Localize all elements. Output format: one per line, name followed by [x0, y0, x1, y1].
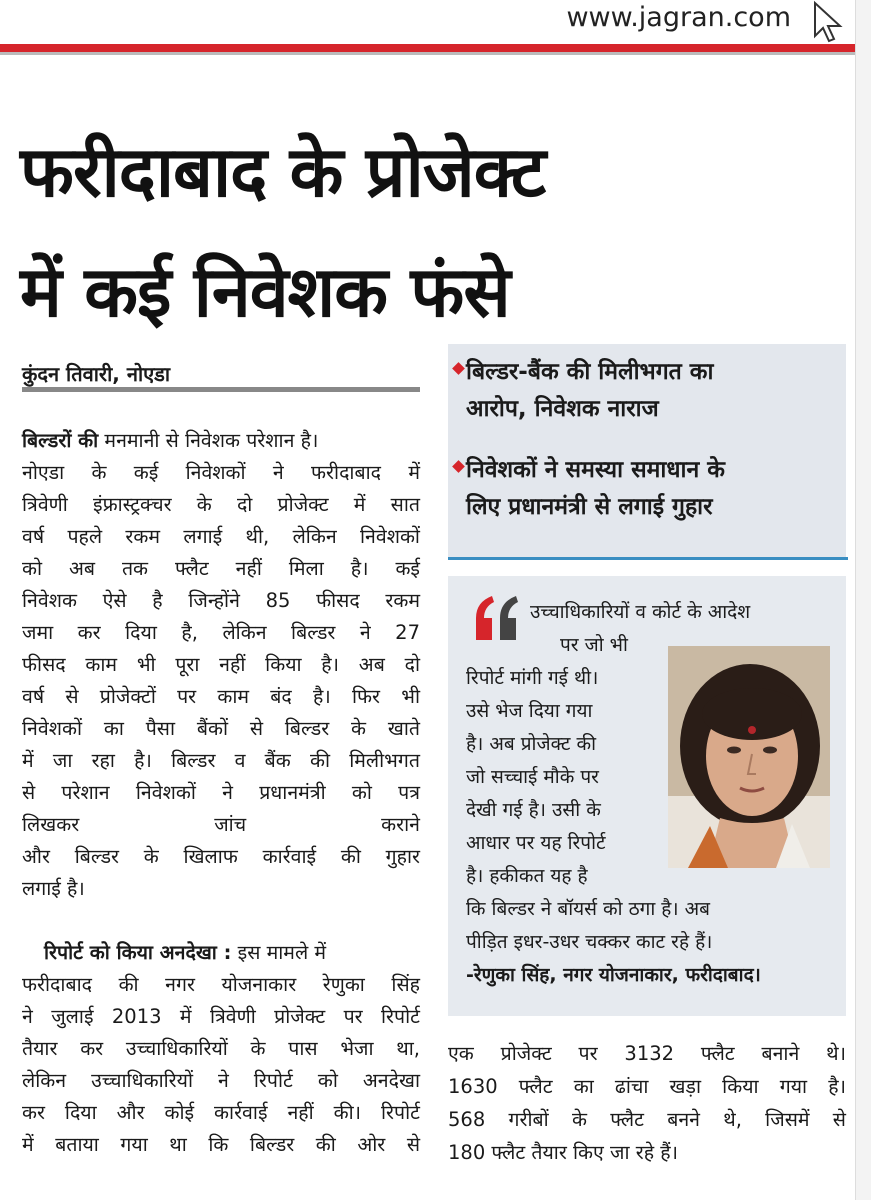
subhead: रिपोर्ट को किया अनदेखा : [44, 941, 232, 964]
article-line: त्रिवेणी इंफ्रास्ट्रक्चर के दो प्रोजेक्ट में सात [22, 493, 420, 516]
quote-mark-icon [470, 592, 526, 650]
article-line: में जा रहा है। बिल्डर व बैंक की मिलीभगत [22, 749, 420, 772]
article-line: मनमानी से निवेशक परेशान है। [98, 429, 319, 452]
headline-line-1: फरीदाबाद के प्रोजेक्ट [20, 131, 546, 213]
article-line: 1630 फ्लैट का ढांचा खड़ा किया गया है। [448, 1075, 846, 1098]
article-line: लिखकर जांच कराने [22, 813, 420, 836]
byline-rule [22, 387, 420, 392]
article-line: एक प्रोजेक्ट पर 3132 फ्लैट बनाने थे। [448, 1042, 846, 1065]
top-bar [0, 0, 871, 60]
article-line: जमा कर दिया है, लेकिन बिल्डर ने 27 [22, 621, 420, 644]
portrait-illustration [668, 646, 830, 868]
mouse-pointer-icon [812, 0, 846, 44]
page-edge [855, 0, 871, 1200]
highlight-item [466, 354, 836, 428]
highlight-line: लिए प्रधानमंत्री से लगाई गुहार [466, 494, 713, 520]
headline-line-2: में कई निवेशक फंसे [20, 251, 510, 333]
headline [20, 112, 840, 352]
article-line: से परेशान निवेशकों ने प्रधानमंत्री को पत्र [22, 781, 420, 804]
article-line: इस मामले में [231, 941, 327, 964]
quote-attribution: -रेणुका सिंह, नगर योजनाकार, फरीदाबाद। [466, 964, 761, 986]
highlight-item [466, 452, 836, 526]
article-line: ने जुलाई 2013 में त्रिवेणी प्रोजेक्ट पर रिपोर्ट [22, 1005, 420, 1028]
quote-line: उसे भेज दिया गया [466, 700, 593, 722]
quote-line: है। हकीकत यह है [466, 865, 588, 887]
byline: कुंदन तिवारी, नोएडा [22, 362, 171, 386]
header-red-rule [0, 44, 855, 52]
header-gray-rule [0, 52, 855, 55]
article-line: लगाई है। [22, 877, 85, 900]
quote-line: उच्चाधिकारियों व कोर्ट के आदेश [530, 601, 751, 623]
article-line: नोएडा के कई निवेशकों ने फरीदाबाद में [22, 461, 420, 484]
highlights-rule [448, 557, 848, 560]
quote-line: देखी गई है। उसी के [466, 799, 601, 821]
quote-line: है। अब प्रोजेक्ट की [466, 733, 597, 755]
article-line: फीसद काम भी पूरा नहीं किया है। अब दो [22, 653, 420, 676]
article-body-part-1 [22, 425, 420, 905]
quote-line: आधार पर यह रिपोर्ट [466, 832, 606, 854]
article-line: लेकिन उच्चाधिकारियों ने रिपोर्ट को अनदेखा [22, 1069, 420, 1092]
article-line: 568 गरीबों के फ्लैट बनने थे, जिसमें से [448, 1108, 846, 1131]
diamond-bullet-icon [452, 460, 465, 473]
highlights-box [448, 344, 846, 559]
article-line: में बताया गया था कि बिल्डर की ओर से [22, 1133, 420, 1156]
article-line: और बिल्डर के खिलाफ कार्रवाई की गुहार [22, 845, 420, 868]
quote-line: पीड़ित इधर-उधर चक्कर काट रहे हैं। [466, 931, 713, 953]
quote-line: पर जो भी [560, 634, 628, 656]
quote-text-bottom [466, 893, 846, 992]
highlight-line: निवेशकों ने समस्या समाधान के [466, 457, 725, 483]
article-line: कर दिया और कोई कार्रवाई नहीं की। रिपोर्ट [22, 1101, 420, 1124]
article-line: वर्ष पहले रकम लगाई थी, लेकिन निवेशकों [22, 525, 420, 548]
article-line: वर्ष से प्रोजेक्टों पर काम बंद है। फिर भी [22, 685, 420, 708]
article-continuation [448, 1037, 846, 1169]
diamond-bullet-icon [452, 362, 465, 375]
quote-line: कि बिल्डर ने बॉयर्स को ठगा है। अब [466, 898, 711, 920]
lead-bold: बिल्डरों की [22, 429, 99, 452]
article-body-part-2 [22, 937, 420, 1161]
highlight-line: बिल्डर-बैंक की मिलीभगत का [466, 359, 714, 385]
quote-line: रिपोर्ट मांगी गई थी। [466, 667, 599, 689]
article-line: 180 फ्लैट तैयार किए जा रहे हैं। [448, 1141, 679, 1164]
official-portrait-photo [668, 646, 830, 868]
article-line: निवेशक ऐसे है जिन्होंने 85 फीसद रकम [22, 589, 420, 612]
highlight-line: आरोप, निवेशक नाराज [466, 396, 659, 422]
article-line: तैयार कर उच्चाधिकारियों के पास भेजा था, [22, 1037, 420, 1060]
quote-text-middle [466, 662, 666, 893]
site-url[interactable]: www.jagran.com [566, 2, 791, 33]
article-line: निवेशकों का पैसा बैंकों से बिल्डर के खाते [22, 717, 420, 740]
article-line: फरीदाबाद की नगर योजनाकार रेणुका सिंह [22, 973, 420, 996]
article-line: को अब तक फ्लैट नहीं मिला है। कई [22, 557, 420, 580]
quote-line: जो सच्चाई मौके पर [466, 766, 599, 788]
